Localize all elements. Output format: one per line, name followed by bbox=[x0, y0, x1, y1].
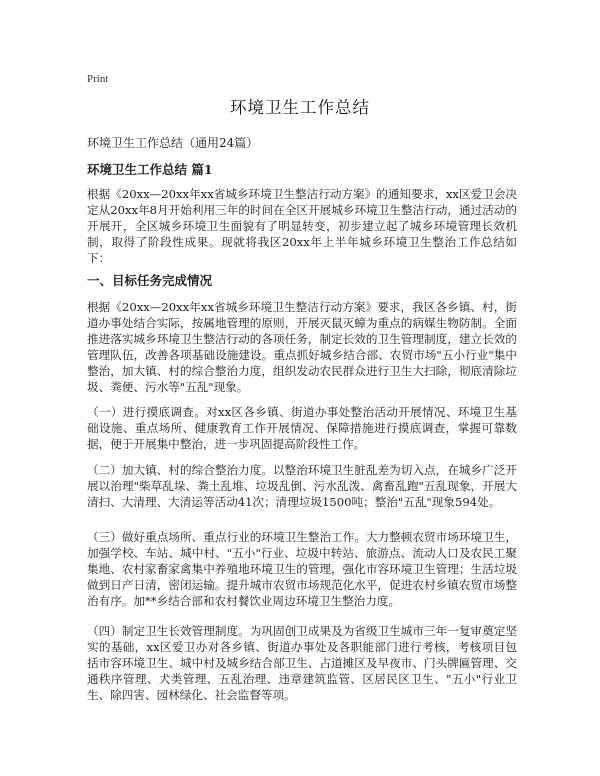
body-paragraph: 根据《20xx—20xx年xx省城乡环境卫生整洁行动方案》要求，我区各乡镇、村，街道办事处结合实际，按属地管理的原则，开展灭鼠灭蟑为重点的病媒生物防制。全面推进落实城乡环境卫生整洁行动的各项任务，制定长效的卫生管理制度，建立长效的管理队伍，改善各项基础设施建设。重点抓好城乡结合部、农贸市场"五小行业"集中整治，加大镇、村的综合整治力度，组织发动农民群众进行卫生大扫除，彻底清除垃圾、粪便、污水等"五乱"现象。 bbox=[87, 300, 517, 395]
print-link[interactable]: Print bbox=[87, 73, 109, 85]
body-paragraph: （二）加大镇、村的综合整治力度。以整治环境卫生脏乱差为切入点，在城乡广泛开展以治理"柴草乱垛、粪土乱堆、垃圾乱倒、污水乱泼、禽畜乱跑"五乱现象，开展大清扫、大清理、大清运等活动41次；清理垃圾1500吨；整治"五乱"现象594处。 bbox=[87, 463, 517, 510]
body-paragraph: （四）制定卫生长效管理制度。为巩固创卫成果及为省级卫生城市三年一复审奠定坚实的基础，xx区爱卫办对各乡镇、街道办事处及各职能部门进行考核，考核项目包括市容环境卫生、城中村及城乡结合部卫生、占道摊区及早夜市、门头牌匾管理、交通秩序管理、犬类管理、五乱治理、违章建筑监管、区居民区卫生、"五小"行业卫生、除四害、园林绿化、社会监督等项。 bbox=[87, 624, 517, 703]
section-title: 环境卫生工作总结 篇1 bbox=[87, 162, 213, 177]
body-paragraph: （三）做好重点场所、重点行业的环境卫生整治工作。大力整顿农贸市场环境卫生，加强学校、车站、城中村、"五小"行业、垃圾中转站、旅游点、流动人口及农民工聚集地、农村家畜家禽集中养殖地环境卫生的管理，强化市容环境卫生管理；生活垃圾做到日产日清，密闭运输。提升城市农贸市场规范化水平，促进农村乡镇农贸市场整治有序。加**乡结合部和农村餐饮业周边环境卫生整治力度。 bbox=[87, 530, 517, 609]
intro-paragraph: 根据《20xx—20xx年xx省城乡环境卫生整洁行动方案》的通知要求，xx区爱卫会决定从20xx年8月开始利用三年的时间在全区开展城乡环境卫生整洁行动，通过活动的开展开，全区城乡环境卫生面貌有了明显转变，初步建立起了城乡环境管理长效机制，取得了阶段性成果。现就将我区20xx年上半年城乡环境卫生整治工作总结如下： bbox=[87, 187, 517, 266]
page-title: 环境卫生工作总结 bbox=[230, 98, 370, 117]
heading-targets: 一、目标任务完成情况 bbox=[87, 273, 213, 288]
body-paragraph: （一）进行摸底调查。对xx区各乡镇、街道办事处整治活动开展情况、环境卫生基础设施、重点场所、健康教育工作开展情况、保障措施进行摸底调查，掌握可靠数据，便于开展集中整治，进一步巩固提高阶段性工作。 bbox=[87, 405, 517, 452]
document-subtitle: 环境卫生工作总结（通用24篇） bbox=[87, 136, 259, 150]
